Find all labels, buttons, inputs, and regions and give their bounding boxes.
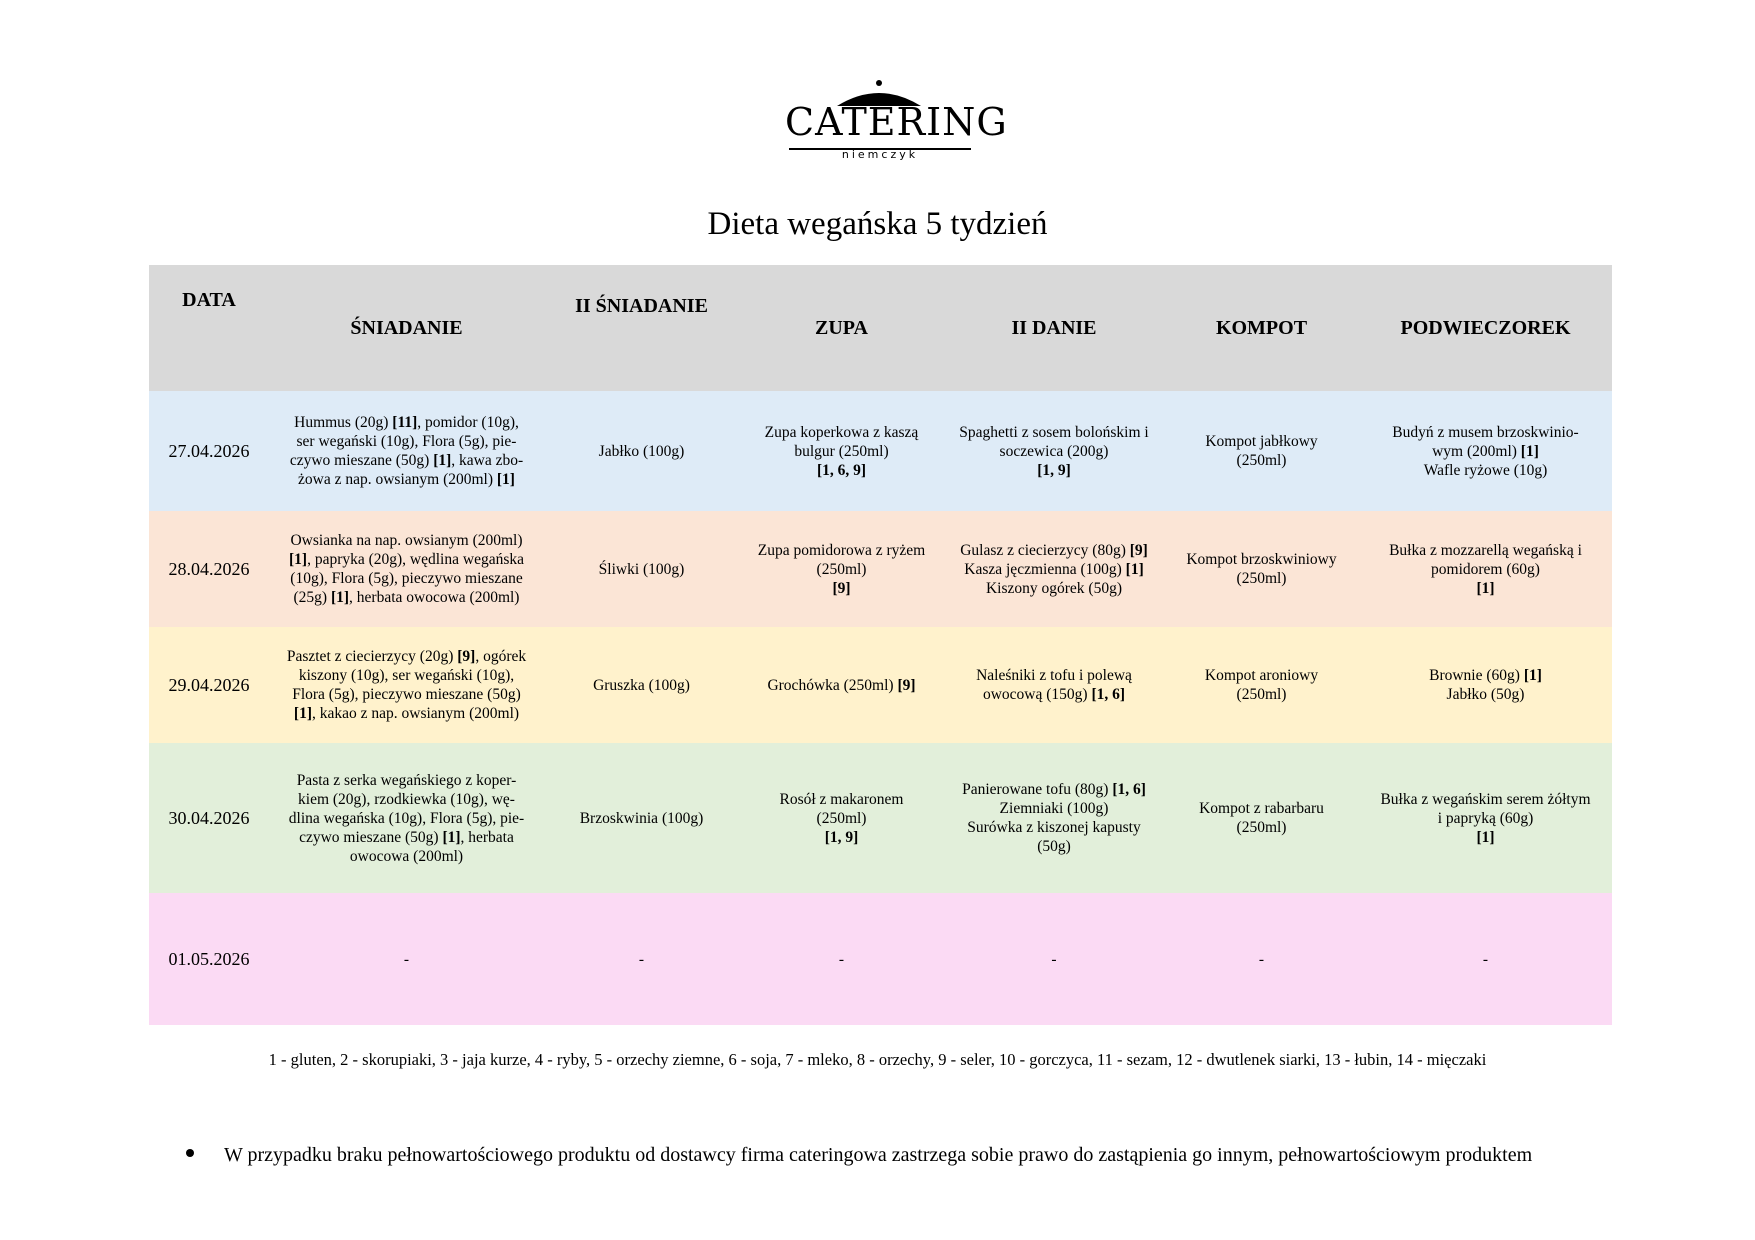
allergen-code: [1] — [433, 452, 452, 469]
compote-cell — [1164, 627, 1359, 743]
catering-logo — [785, 78, 1008, 162]
table-row — [149, 391, 1612, 511]
table-row — [149, 743, 1612, 893]
snack-text: Bułka z mozzarellą wegańską i pomidorem (60g) — [1389, 541, 1582, 578]
header-soup: ZUPA — [739, 265, 944, 391]
allergen-code: [9] — [457, 648, 476, 665]
header-snack: PODWIECZOREK — [1359, 265, 1612, 391]
second-breakfast-cell — [544, 511, 739, 627]
allergen-code: [9] — [1129, 541, 1148, 559]
date-cell: 28.04.2026 — [149, 511, 269, 627]
date-cell: 01.05.2026 — [149, 893, 269, 1025]
allergens-legend: 1 - gluten, 2 - skorupiaki, 3 - jaja kurze, 4 - ryby, 5 - orzechy ziemne, 6 - soja, 7 - mleko, 8 - orzechy, 9 - seler, 10 - gorczyca, 11 - sezam, 12 - dwutlenek siarki, 13 - łubin, 14 - mięczaki — [268, 1050, 1487, 1069]
compote-text: Kompot aroniowy (250ml) — [1204, 667, 1319, 703]
compote-cell — [1164, 391, 1359, 511]
allergen-code: [1] — [288, 551, 308, 568]
soup-allergens: [1, 6, 9] — [816, 461, 867, 479]
main-cell — [944, 893, 1164, 1025]
breakfast-cell — [269, 511, 544, 627]
soup-cell — [739, 893, 944, 1025]
note-text: W przypadku braku pełnowartościowego produktu od dostawcy firma cateringowa zastrzega sobie prawo do zastąpienia go innym, pełnowartościowym produktem — [224, 1144, 1533, 1166]
bullet-icon — [186, 1149, 194, 1157]
main-text: Spaghetti z sosem bolońskim i soczewica (200g) — [959, 423, 1149, 460]
breakfast-cell — [269, 391, 544, 511]
second-breakfast-text: - — [638, 950, 645, 968]
table-row — [149, 627, 1612, 743]
second-breakfast-text: Jabłko (100g) — [598, 442, 685, 460]
soup-cell — [739, 743, 944, 893]
menu-table — [149, 265, 1612, 1025]
allergen-code: [1] — [1520, 442, 1539, 460]
breakfast-text: Pasta z serka wegańskiego z koper- kiem (20g), rzodkiewka (10g), wę- dlina wegańska (10g), Flora (5g), pie- czywo mieszane (50g) [1], herbata owocowa (200ml) — [288, 771, 525, 865]
main-allergens: [1, 9] — [1037, 461, 1071, 479]
snack-cell — [1359, 391, 1612, 511]
substitution-note — [186, 1144, 1532, 1167]
breakfast-cell — [269, 893, 544, 1025]
snack-allergens: [1] — [1476, 828, 1495, 846]
allergen-code: [1] — [1523, 667, 1542, 684]
snack-cell — [1359, 743, 1612, 893]
second-breakfast-cell — [544, 743, 739, 893]
allergen-code: [1, 6] — [1091, 686, 1126, 703]
header-second-breakfast: II ŚNIADANIE — [544, 265, 739, 391]
table-row — [149, 893, 1612, 1025]
soup-cell — [739, 627, 944, 743]
second-breakfast-cell — [544, 627, 739, 743]
compote-text: - — [1258, 950, 1265, 968]
snack-cell — [1359, 627, 1612, 743]
soup-text: Rosół z makaronem (250ml) — [779, 790, 904, 827]
snack-cell — [1359, 511, 1612, 627]
allergen-code: [1] — [496, 471, 515, 488]
main-text: Panierowane tofu (80g) [1, 6] Ziemniaki (100g) Surówka z kiszonej kapusty (50g) — [962, 781, 1146, 855]
breakfast-text: - — [403, 950, 410, 968]
breakfast-text: Pasztet z ciecierzycy (20g) [9], ogórek kiszony (10g), ser wegański (10g), Flora (5g), pieczywo mieszane (50g) [1], kakao z nap. owsianym (200ml) — [286, 648, 527, 722]
date-cell: 29.04.2026 — [149, 627, 269, 743]
snack-text: Budyń z musem brzoskwinio- wym (200ml) [1] Wafle ryżowe (10g) — [1392, 423, 1579, 479]
second-breakfast-cell — [544, 893, 739, 1025]
second-breakfast-text: Brzoskwinia (100g) — [579, 809, 704, 827]
soup-allergens: [9] — [832, 579, 851, 597]
breakfast-text: Hummus (20g) [11], pomidor (10g), ser wegański (10g), Flora (5g), pie- czywo mieszane (50g) [1], kawa zbo- żowa z nap. owsianym (200ml) [1] — [289, 414, 524, 488]
compote-text: Kompot z rabarbaru (250ml) — [1199, 800, 1324, 836]
allergen-code: [1, 6] — [1112, 781, 1146, 798]
main-text: - — [1051, 950, 1057, 968]
soup-cell — [739, 391, 944, 511]
allergen-code: [1] — [330, 589, 350, 606]
allergen-code: [9] — [897, 676, 916, 694]
main-cell — [944, 743, 1164, 893]
allergen-code: [1] — [1125, 560, 1144, 578]
logo-subtitle: niemczyk — [841, 148, 919, 161]
compote-cell — [1164, 511, 1359, 627]
second-breakfast-cell — [544, 391, 739, 511]
second-breakfast-text: Śliwki (100g) — [598, 560, 685, 578]
compote-text: Kompot brzoskwiniowy (250ml) — [1186, 551, 1337, 587]
main-text: Gulasz z ciecierzycy (80g) [9] Kasza jęczmienna (100g) [1] Kiszony ogórek (50g) — [960, 541, 1148, 597]
logo-word: CATERING — [785, 100, 1008, 144]
snack-text: Bułka z wegańskim serem żółtym i papryką (60g) — [1380, 790, 1591, 827]
table-row — [149, 511, 1612, 627]
soup-allergens: [1, 9] — [824, 828, 859, 846]
snack-text: Brownie (60g) [1] Jabłko (50g) — [1429, 667, 1542, 703]
second-breakfast-text: Gruszka (100g) — [593, 676, 690, 694]
soup-text: Zupa koperkowa z kaszą bulgur (250ml) — [764, 423, 919, 460]
header-breakfast: ŚNIADANIE — [269, 265, 544, 391]
date-cell: 30.04.2026 — [149, 743, 269, 893]
breakfast-cell — [269, 743, 544, 893]
main-text: Naleśniki z tofu i polewą owocową (150g) [1, 6] — [976, 667, 1132, 703]
soup-text: Zupa pomidorowa z ryżem (250ml) — [757, 541, 926, 578]
snack-text: - — [1482, 950, 1489, 968]
soup-text: - — [838, 950, 845, 968]
main-cell — [944, 511, 1164, 627]
snack-allergens: [1] — [1476, 579, 1495, 597]
header-date: DATA — [149, 265, 269, 391]
compote-text: Kompot jabłkowy (250ml) — [1205, 433, 1318, 469]
page-title: Dieta wegańska 5 tydzień — [707, 206, 1048, 242]
table-header-row — [149, 265, 1612, 391]
allergen-code: [1] — [442, 828, 461, 846]
breakfast-text: Owsianka na nap. owsianym (200ml) [1], papryka (20g), wędlina wegańska (10g), Flora (5g), pieczywo mieszane (25g) [1], herbata owocowa (200ml) — [288, 532, 524, 606]
compote-cell — [1164, 743, 1359, 893]
soup-text: Grochówka (250ml) [9] — [767, 676, 916, 694]
header-compote: KOMPOT — [1164, 265, 1359, 391]
allergen-code: [11] — [392, 414, 418, 431]
header-main: II DANIE — [944, 265, 1164, 391]
compote-cell — [1164, 893, 1359, 1025]
snack-cell — [1359, 893, 1612, 1025]
soup-cell — [739, 511, 944, 627]
main-cell — [944, 627, 1164, 743]
date-cell: 27.04.2026 — [149, 391, 269, 511]
breakfast-cell — [269, 627, 544, 743]
allergen-code: [1] — [293, 705, 312, 722]
main-cell — [944, 391, 1164, 511]
